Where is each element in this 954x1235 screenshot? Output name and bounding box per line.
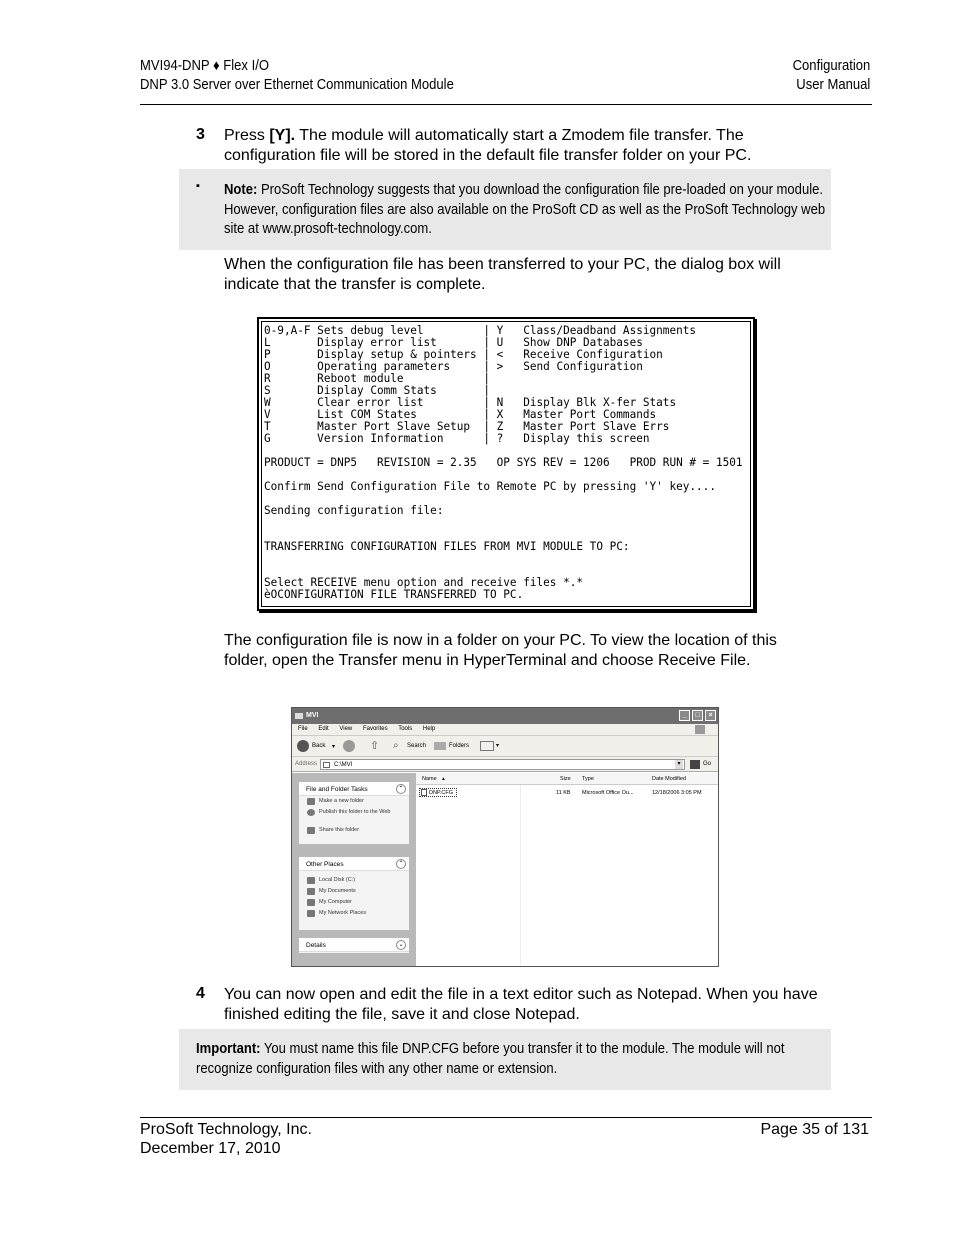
terminal-line: R Reboot module | <box>264 371 490 385</box>
terminal-line: TRANSFERRING CONFIGURATION FILES FROM MVI MODULE TO PC: <box>264 539 630 553</box>
folder-icon <box>323 762 330 768</box>
panel-title: Details <box>306 942 326 949</box>
terminal-line: Confirm Send Configuration File to Remote PC by pressing 'Y' key.... <box>264 479 716 493</box>
header-doc-type: User Manual <box>796 77 870 93</box>
step4-text: You can now open and edit the file in a text editor such as Notepad. When you have finished editing the file, save it and close Notepad. <box>224 986 818 1023</box>
place-local-disk[interactable] <box>299 875 409 886</box>
column-date-modified[interactable]: Date Modified <box>652 776 686 782</box>
transfer-complete-text: When the configuration file has been transferred to your PC, the dialog box will indicate that the transfer is complete. <box>224 256 781 293</box>
maximize-icon[interactable]: □ <box>692 710 703 721</box>
terminal-line: 0-9,A-F Sets debug level | Y Class/Deadband Assignments <box>264 323 697 337</box>
note-text <box>224 181 836 240</box>
task-make-folder[interactable] <box>299 796 409 807</box>
step-number: 4 <box>196 985 205 1002</box>
important-body: You must name this file DNP.CFG before you transfer it to the module. The module will not recognize configuration files with any other name or extension. <box>196 1041 785 1077</box>
terminal-line: L Display error list | U Show DNP Databases <box>264 335 643 349</box>
place-label: My Network Places <box>319 910 367 916</box>
collapse-chevron-icon[interactable]: ⌃ <box>396 859 406 869</box>
details-panel <box>299 938 409 953</box>
panel-header[interactable] <box>299 782 409 796</box>
task-pane <box>292 773 416 966</box>
step-number: 3 <box>196 126 205 143</box>
drive-icon <box>307 877 315 884</box>
window-title-bar <box>292 708 718 724</box>
important-box <box>179 1029 831 1090</box>
go-arrow-icon[interactable] <box>690 760 700 769</box>
header-product: MVI94-DNP ♦ Flex I/O <box>140 58 269 74</box>
header-section: Configuration <box>792 58 870 74</box>
important-text <box>196 1040 831 1079</box>
folder-location-text: The configuration file is now in a folder on your PC. To view the location of this folder, open the Transfer menu in HyperTerminal and choose Receive File. <box>224 632 777 669</box>
terminal-line: Sending configuration file: <box>264 503 444 517</box>
place-label: My Documents <box>319 888 356 894</box>
terminal-screen <box>261 321 751 607</box>
file-name: DNP.CFG <box>429 790 454 796</box>
terminal-line: S Display Comm Stats | <box>264 383 490 397</box>
documents-folder-icon <box>307 888 315 895</box>
menu-favorites[interactable]: Favorites <box>362 726 388 732</box>
panel-header[interactable] <box>299 938 409 952</box>
step3-press: Press <box>224 127 270 144</box>
address-input[interactable] <box>320 759 685 770</box>
address-value: C:\MVI <box>334 762 353 768</box>
back-arrow-icon[interactable] <box>297 740 309 752</box>
terminal-line: P Display setup & pointers | < Receive Configuration <box>264 347 663 361</box>
address-bar <box>292 757 718 772</box>
folders-icon <box>434 742 446 750</box>
terminal-screenshot <box>257 317 755 611</box>
minimize-icon[interactable]: _ <box>679 710 690 721</box>
folder-icon <box>295 713 303 719</box>
task-label: Make a new folder <box>319 798 364 804</box>
task-publish-folder[interactable] <box>299 807 409 825</box>
collapse-chevron-icon[interactable]: ⌃ <box>396 784 406 794</box>
note-label: Note: <box>224 182 258 198</box>
header-rule <box>140 104 872 105</box>
address-dropdown-icon[interactable]: ▾ <box>675 760 683 769</box>
terminal-line: T Master Port Slave Setup | Z Master Port Slave Errs <box>264 419 670 433</box>
other-places-panel <box>299 857 409 930</box>
step3-body: The module will automatically start a Zmodem file transfer. The configuration file will be stored in the default file transfer folder on your PC. <box>224 127 752 164</box>
new-folder-icon <box>307 798 315 805</box>
column-shade <box>520 785 521 966</box>
page-header-left <box>140 57 454 95</box>
menu-bar <box>292 724 718 736</box>
place-my-documents[interactable] <box>299 886 409 897</box>
expand-chevron-icon[interactable]: ⌄ <box>396 940 406 950</box>
panel-title: File and Folder Tasks <box>306 786 368 793</box>
column-name[interactable]: Name <box>422 776 437 782</box>
important-label: Important: <box>196 1041 261 1057</box>
toolbar <box>292 736 718 757</box>
column-headers <box>416 773 718 785</box>
search-button[interactable]: Search <box>407 743 427 749</box>
footer-rule <box>140 1117 872 1118</box>
terminal-line: èOCONFIGURATION FILE TRANSFERRED TO PC. <box>264 587 524 601</box>
views-dropdown-icon[interactable]: ▾ <box>496 743 500 749</box>
folders-button[interactable]: Folders <box>449 743 470 749</box>
forward-arrow-icon[interactable] <box>343 740 355 752</box>
column-size[interactable]: Size <box>560 776 571 782</box>
terminal-line: PRODUCT = DNP5 REVISION = 2.35 OP SYS REV = 1206 PROD RUN # = 1501 <box>264 455 743 469</box>
file-icon <box>421 789 427 796</box>
file-date: 12/18/2006 3:05 PM <box>652 790 702 796</box>
task-share-folder[interactable] <box>299 825 409 836</box>
menu-view[interactable]: View <box>339 726 353 732</box>
column-type[interactable]: Type <box>582 776 594 782</box>
menu-tools[interactable]: Tools <box>398 726 413 732</box>
address-label: Address <box>295 761 318 767</box>
menu-help[interactable]: Help <box>422 726 436 732</box>
terminal-line: O Operating parameters | > Send Configuration <box>264 359 643 373</box>
page-header-right <box>792 57 870 95</box>
task-label: Share this folder <box>319 827 360 833</box>
footer-page-number: Page 35 of 131 <box>760 1121 869 1138</box>
window-title: MVI <box>306 712 319 719</box>
file-size: 11 KB <box>556 790 571 796</box>
computer-icon <box>307 899 315 906</box>
footer-company: ProSoft Technology, Inc. <box>140 1121 312 1138</box>
note-body: ProSoft Technology suggests that you download the configuration file pre-loaded on your module. However, configuration files are also available on the ProSoft CD as well as the ProSoft Technology web site at www.prosoft-technology.com. <box>224 182 826 237</box>
search-icon: ⌕ <box>393 740 399 751</box>
step3-text <box>224 126 824 166</box>
up-folder-icon[interactable]: ⇧ <box>370 740 380 752</box>
panel-header[interactable] <box>299 857 409 871</box>
terminal-line <box>264 516 729 528</box>
menu-file[interactable]: File <box>298 726 308 732</box>
place-network[interactable] <box>299 908 409 919</box>
note-bullet: ▪ <box>196 180 200 192</box>
header-subtitle: DNP 3.0 Server over Ethernet Communication Module <box>140 77 454 93</box>
place-my-computer[interactable] <box>299 897 409 908</box>
file-list <box>416 773 718 966</box>
footer-date: December 17, 2010 <box>140 1140 281 1157</box>
step3-key: [Y]. <box>269 127 296 144</box>
network-icon <box>307 910 315 917</box>
terminal-line: V List COM States | X Master Port Commands <box>264 407 657 421</box>
globe-icon <box>307 809 315 816</box>
terminal-line: W Clear error list | N Display Blk X-fer Stats <box>264 395 677 409</box>
task-label: Publish this folder to the Web <box>319 809 391 815</box>
dropdown-arrow-icon[interactable]: ▾ <box>332 744 336 750</box>
windows-logo-icon <box>695 725 705 734</box>
back-button[interactable]: Back <box>312 743 326 749</box>
terminal-line: Select RECEIVE menu option and receive files *.* <box>264 575 584 589</box>
go-button[interactable]: Go <box>703 761 712 767</box>
terminal-line: G Version Information | ? Display this screen <box>264 431 650 445</box>
file-folder-tasks-panel <box>299 782 409 844</box>
panel-title: Other Places <box>306 861 344 868</box>
views-icon[interactable] <box>480 741 494 751</box>
close-icon[interactable]: × <box>705 710 716 721</box>
file-type: Microsoft Office Ou... <box>582 790 634 796</box>
sort-ascending-icon: ▴ <box>442 776 445 782</box>
terminal-line <box>264 552 729 564</box>
menu-edit[interactable]: Edit <box>318 726 329 732</box>
place-label: Local Disk (C:) <box>319 877 356 883</box>
place-label: My Computer <box>319 899 353 905</box>
footer-left <box>140 1120 312 1158</box>
explorer-window-screenshot <box>291 707 719 967</box>
share-folder-icon <box>307 827 315 834</box>
note-box <box>179 169 831 250</box>
